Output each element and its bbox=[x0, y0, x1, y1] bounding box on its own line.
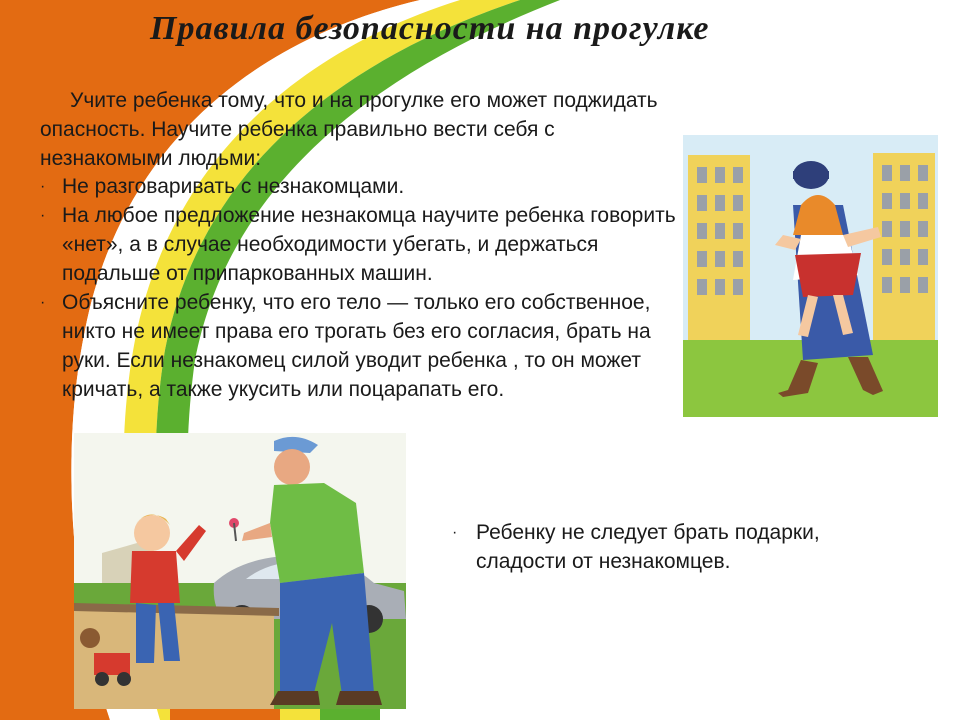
illustration-stranger-carrying-girl bbox=[683, 135, 938, 417]
list-item bbox=[40, 201, 690, 288]
bullet-marker: · bbox=[40, 294, 46, 311]
illustration-man-offering-candy-to-boy bbox=[74, 433, 406, 709]
gift-warning-note bbox=[452, 518, 892, 576]
page-title: Правила безопасности на прогулке bbox=[150, 10, 710, 47]
bullet-marker: · bbox=[40, 178, 46, 195]
bullet-marker: · bbox=[40, 207, 46, 224]
gift-warning-text: Ребенку не следует брать подарки, сладости от незнакомцев. bbox=[476, 521, 820, 573]
intro-paragraph: Учите ребенка тому, что и на прогулке его может поджидать опасность. Научите ребенка правильно вести себя с незнакомыми людьми: bbox=[40, 89, 658, 170]
safety-rules-list bbox=[40, 172, 690, 404]
list-item-text: Объясните ребенку, что его тело — только его собственное, никто не имеет права его трогать без его согласия, брать на руки. Если незнакомец силой уводит ребенка , то он может кричать, а также укусить или поцарапать его. bbox=[62, 291, 651, 401]
bullet-marker: · bbox=[452, 524, 458, 541]
list-item bbox=[40, 288, 690, 404]
list-item-text: Не разговаривать с незнакомцами. bbox=[62, 175, 405, 198]
list-item bbox=[40, 172, 690, 201]
list-item-text: На любое предложение незнакомца научите ребенка говорить «нет», а в случае необходимости убегать, и держаться подальше от припаркованных машин. bbox=[62, 204, 676, 285]
